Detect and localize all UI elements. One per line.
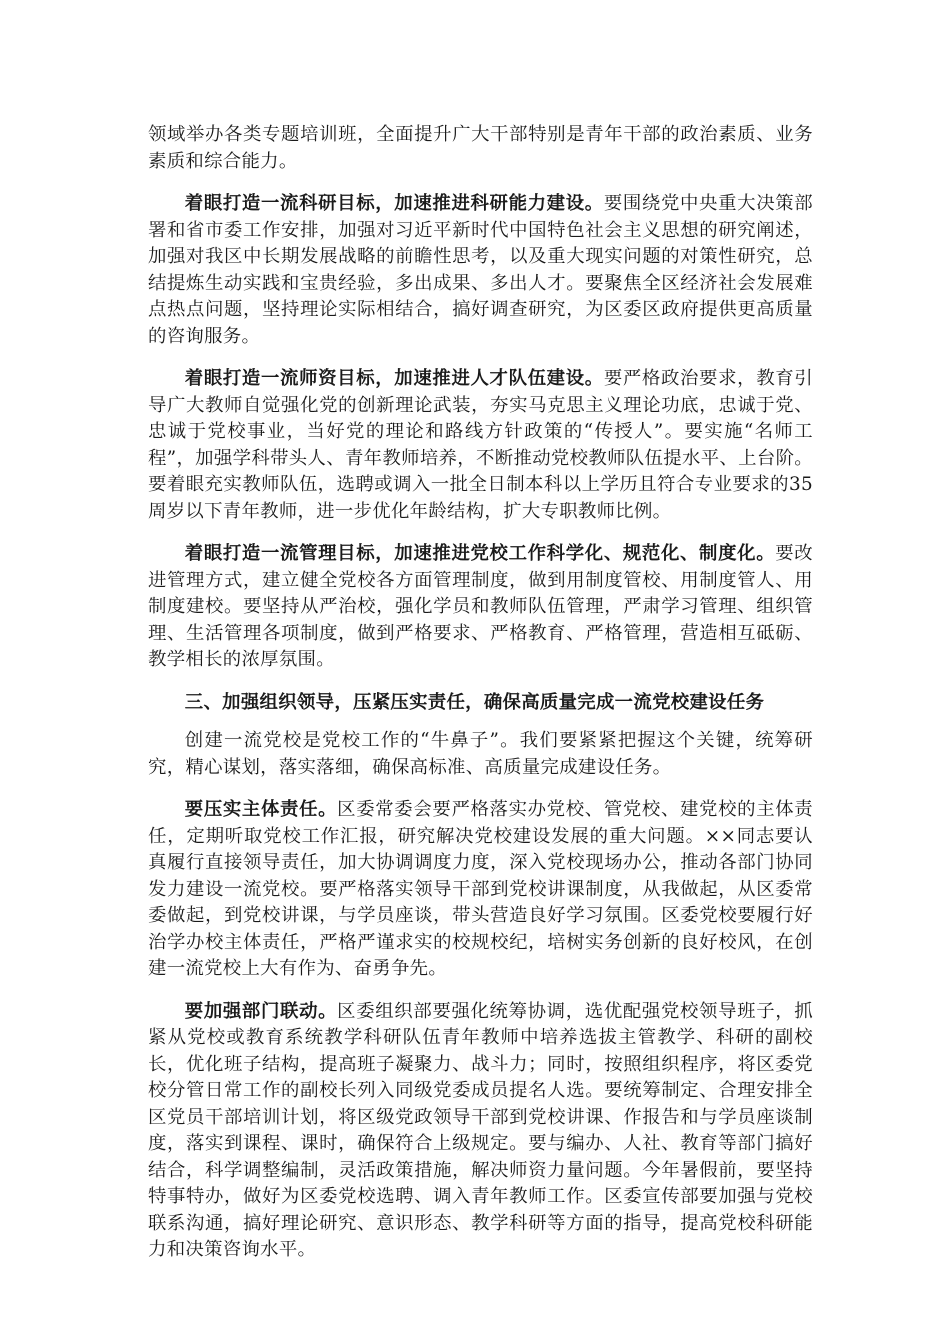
coordination-paragraph (148, 999, 813, 1264)
paragraph-text: 要严格政治要求，教育引导广大教师自觉强化党的创新理论武装，夯实马克思主义理论功底，忠诚于党、忠诚于党校事业，当好党的理论和路线方针政策的“传授人”。要实施“名师工程”，加强学科带头人、青年教师培养，不断推动党校教师队伍提水平、上台阶。要着眼充实教师队伍，选聘或调入一批全日制本科以上学历且符合专业要求的35周岁以下青年教师，进一步优化年龄结构，扩大专职教师比例。 (148, 368, 813, 522)
management-paragraph (148, 541, 813, 674)
section-intro-paragraph (148, 728, 813, 781)
paragraph-text: 要改进管理方式，建立健全党校各方面管理制度，做到用制度管校、用制度管人、用制度建校。要坚持从严治校，强化学员和教师队伍管理，严肃学习管理、组织管理、生活管理各项制度，做到严格要求、严格教育、严格管理，营造相互砥砺、教学相长的浓厚氛围。 (148, 543, 813, 670)
continuation-paragraph (148, 122, 813, 175)
faculty-paragraph (148, 366, 813, 525)
paragraph-lead: 着眼打造一流管理目标，加速推进党校工作科学化、规范化、制度化。 (184, 543, 776, 564)
document-page (148, 122, 813, 1264)
section-heading: 三、加强组织领导，压紧压实责任，确保高质量完成一流党校建设任务 (184, 691, 765, 713)
paragraph-text: 领域举办各类专题培训班，全面提升广大干部特别是青年干部的政治素质、业务素质和综合能力。 (148, 124, 813, 172)
responsibility-paragraph (148, 797, 813, 983)
paragraph-lead: 着眼打造一流科研目标，加速推进科研能力建设。 (184, 193, 604, 214)
paragraph-lead: 要压实主体责任。 (184, 799, 338, 820)
paragraph-text: 要围绕党中央重大决策部署和省市委工作安排，加强对习近平新时代中国特色社会主义思想的研究阐述，加强对我区中长期发展战略的前瞻性思考，以及重大现实问题的对策性研究，总结提炼生动实践和宝贵经验，多出成果、多出人才。要聚焦全区经济社会发展难点热点问题，坚持理论实际相结合，搞好调查研究，为区委区政府提供更高质量的咨询服务。 (148, 193, 813, 347)
paragraph-text: 区委常委会要严格落实办党校、管党校、建党校的主体责任，定期听取党校工作汇报，研究解决党校建设发展的重大问题。××同志要认真履行直接领导责任，加大协调调度力度，深入党校现场办公，推动各部门协同发力建设一流党校。要严格落实领导干部到党校讲课制度，从我做起，从区委常委做起，到党校讲课，与学员座谈，带头营造良好学习氛围。区委党校要履行好治学办校主体责任，严格严谨求实的校规校纪，培树实务创新的良好校风，在创建一流党校上大有作为、奋勇争先。 (148, 799, 813, 979)
paragraph-lead: 要加强部门联动。 (184, 1000, 338, 1022)
research-paragraph (148, 191, 813, 350)
paragraph-text: 区委组织部要强化统筹协调，选优配强党校领导班子，抓紧从党校或教育系统教学科研队伍青年教师中培养选拔主管教学、科研的副校长，优化班子结构，提高班子凝聚力、战斗力；同时，按照组织程序，将区委党校分管日常工作的副校长列入同级党委成员提名人选。要统筹制定、合理安排全区党员干部培训计划，将区级党政领导干部到党校讲课、作报告和与学员座谈制度，落实到课程、课时，确保符合上级规定。要与编办、人社、教育等部门搞好结合，科学调整编制，灵活政策措施，解决师资力量问题。今年暑假前，要坚持特事特办，做好为区委党校选聘、调入青年教师工作。区委宣传部要加强与党校联系沟通，搞好理论研究、意识形态、教学科研等方面的指导，提高党校科研能力和决策咨询水平。 (148, 1000, 813, 1260)
paragraph-lead: 着眼打造一流师资目标，加速推进人才队伍建设。 (184, 368, 604, 389)
paragraph-text: 创建一流党校是党校工作的“牛鼻子”。我们要紧紧把握这个关键，统筹研究，精心谋划，落实落细，确保高标准、高质量完成建设任务。 (148, 730, 813, 778)
